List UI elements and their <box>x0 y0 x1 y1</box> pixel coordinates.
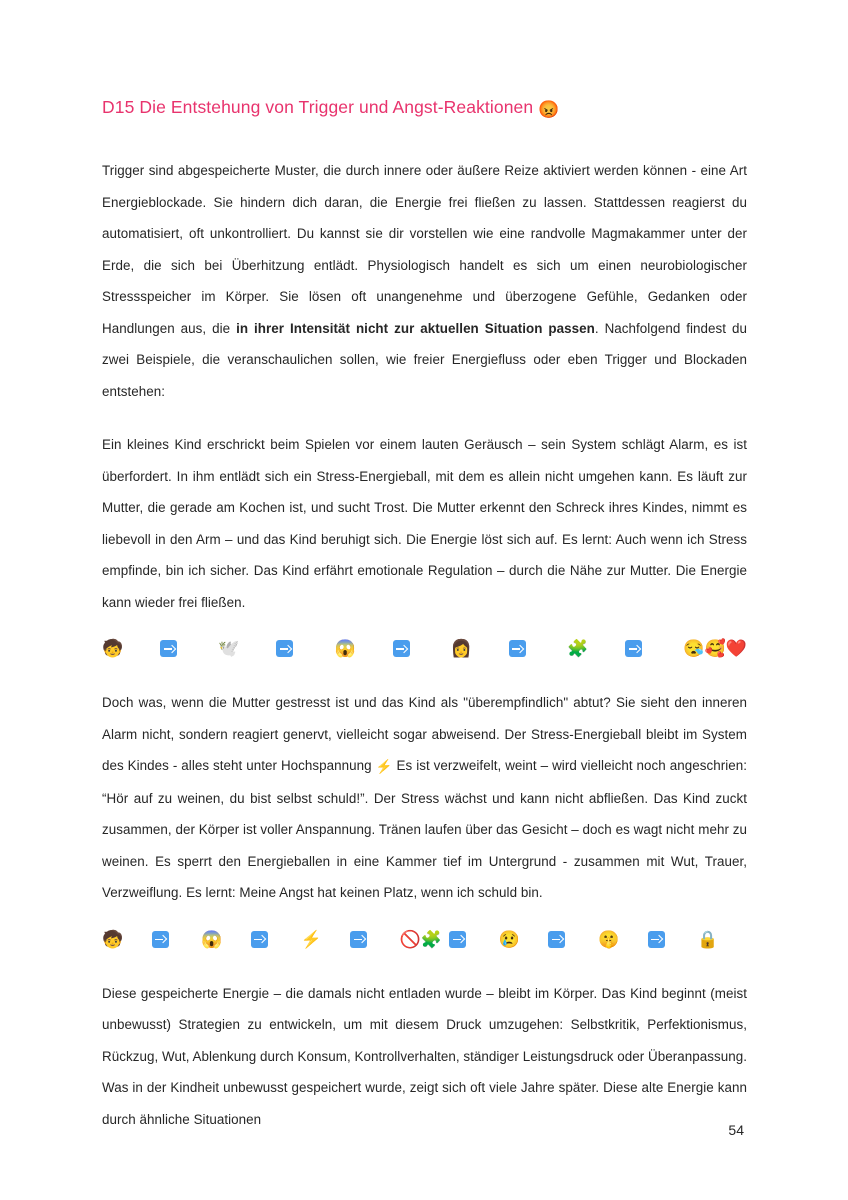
arrow-right-icon <box>548 931 565 948</box>
arrow-right-icon <box>251 931 301 948</box>
arrow-right-icon <box>625 640 642 657</box>
high-voltage-emoji: ⚡ <box>375 759 393 775</box>
arrow-right-icon <box>152 931 169 948</box>
child-emoji: 🧒 <box>102 929 124 949</box>
paragraph-3: Doch was, wenn die Mutter gestresst ist und das Kind als "überempfindlich" abtut? Sie sieht den inneren Alarm nicht, sondern reagiert genervt, vielleicht sogar abweisend. Der Stress-Energieball bleibt im System des Kindes - alles steht unter Hochspannung ⚡ Es ist verzweifelt, weint – wird vielleicht noch angeschrien: “Hör auf zu weinen, du bist selbst schuld!”. Der Stress wächst und kann nicht abfließen. Das Kind zuckt zusammen, der Körper ist voller Anspannung. Tränen laufen über das Gesicht – doch es wagt nicht mehr zu weinen. Es sperrt den Energieballen in eine Kammer tief im Untergrund - zusammen mit Wut, Trauer, Verzweiflung. Es lernt: Meine Angst hat keinen Platz, wenn ich schuld bin. <box>102 695 747 901</box>
arrow-right-icon <box>648 931 698 948</box>
arrow-right-icon <box>350 931 367 948</box>
arrow-right-icon <box>648 931 665 948</box>
arrow-right-icon <box>160 640 177 657</box>
pouting-face-emoji: 😡 <box>538 100 560 119</box>
arrow-right-icon <box>509 640 567 657</box>
arrow-right-icon <box>152 931 202 948</box>
alarm-bell-emoji: 🕊️ <box>218 639 240 659</box>
emoji-sequence-healthy-regulation <box>102 640 747 657</box>
paragraph-1: Trigger sind abgespeicherte Muster, die durch innere oder äußere Reize aktiviert werden können - eine Art Energieblockade. Sie hindern dich daran, die Energie frei fließen zu lassen. Stattdessen reagierst du automatisiert, oft unkontrolliert. Du kannst sie dir vorstellen wie eine randvolle Magmakammer unter der Erde, die sich bei Überhitzung entlädt. Physiologisch handelt es sich um einen neurobiologischer Stressspeicher im Körper. Sie lösen oft unangenehme und überzogene Gefühle, Gedanken oder Handlungen aus, die in ihrer Intensität nicht zur aktuellen Situation passen. Nachfolgend findest du zwei Beispiele, die veranschaulichen sollen, wie freier Energiefluss oder eben Trigger und Blockaden entstehen: <box>102 163 747 399</box>
page-title-text: D15 Die Entstehung von Trigger und Angst-Reaktionen <box>102 97 534 117</box>
shushing-face-emoji: 🤫 <box>598 929 620 949</box>
arrow-right-icon <box>276 640 334 657</box>
arrow-right-icon <box>393 640 410 657</box>
relieved-hearts-love-group: 😪🥰❤️ <box>683 639 747 659</box>
arrow-right-icon <box>350 931 400 948</box>
fearful-screaming-face-emoji: 😱 <box>334 639 356 659</box>
arrow-right-icon <box>625 640 683 657</box>
emoji-sequence-blocked-energy <box>102 931 747 948</box>
paragraph-4: Diese gespeicherte Energie – die damals nicht entladen wurde – bleibt im Körper. Das Kind beginnt (meist unbewusst) Strategien zu entwickeln, um mit diesem Druck umzugehen: Selbstkritik, Perfektionismus, Rückzug, Wut, Ablenkung durch Konsum, Kontrollverhalten, ständiger Leistungsdruck oder Überanpassung. Was in der Kindheit unbewusst gespeichert wurde, zeigt sich oft viele Jahre später. Diese alte Energie kann durch ähnliche Situationen <box>102 985 747 1127</box>
woman-emoji: 👩 <box>450 639 473 659</box>
lock-emoji: 🔒 <box>697 929 719 949</box>
page-number: 54 <box>728 1122 744 1138</box>
arrow-right-icon <box>449 931 499 948</box>
puzzle-piece-emoji: 🧩 <box>567 639 589 659</box>
child-emoji: 🧒 <box>102 639 124 659</box>
arrow-right-icon <box>509 640 526 657</box>
page-content <box>102 96 747 1135</box>
crying-face-emoji: 😢 <box>498 929 521 949</box>
arrow-right-icon <box>160 640 218 657</box>
fearful-screaming-face-emoji: 😱 <box>201 929 223 949</box>
arrow-right-icon <box>276 640 293 657</box>
arrow-right-icon <box>449 931 466 948</box>
paragraph-2: Ein kleines Kind erschrickt beim Spielen vor einem lauten Geräusch – sein System schlägt Alarm, es ist überfordert. In ihm entlädt sich ein Stress-Energieball, mit dem es allein nicht umgehen kann. Es läuft zur Mutter, die gerade am Kochen ist, und sucht Trost. Die Mutter erkennt den Schreck ihres Kindes, nimmt es liebevoll in den Arm – und das Kind beruhigt sich. Die Energie löst sich auf. Es lernt: Auch wenn ich Stress empfinde, bin ich sicher. Das Kind erfährt emotionale Regulation – durch die Nähe zur Mutter. Die Energie kann wieder frei fließen. <box>102 437 747 610</box>
arrow-right-icon <box>548 931 598 948</box>
high-voltage-emoji: ⚡ <box>300 929 322 949</box>
arrow-right-icon <box>393 640 451 657</box>
page-title <box>102 96 747 121</box>
arrow-right-icon <box>251 931 268 948</box>
emphasis-text: in ihrer Intensität nicht zur aktuellen Situation passen <box>236 320 595 336</box>
prohibited-puzzle-group: 🚫🧩 <box>399 929 442 949</box>
